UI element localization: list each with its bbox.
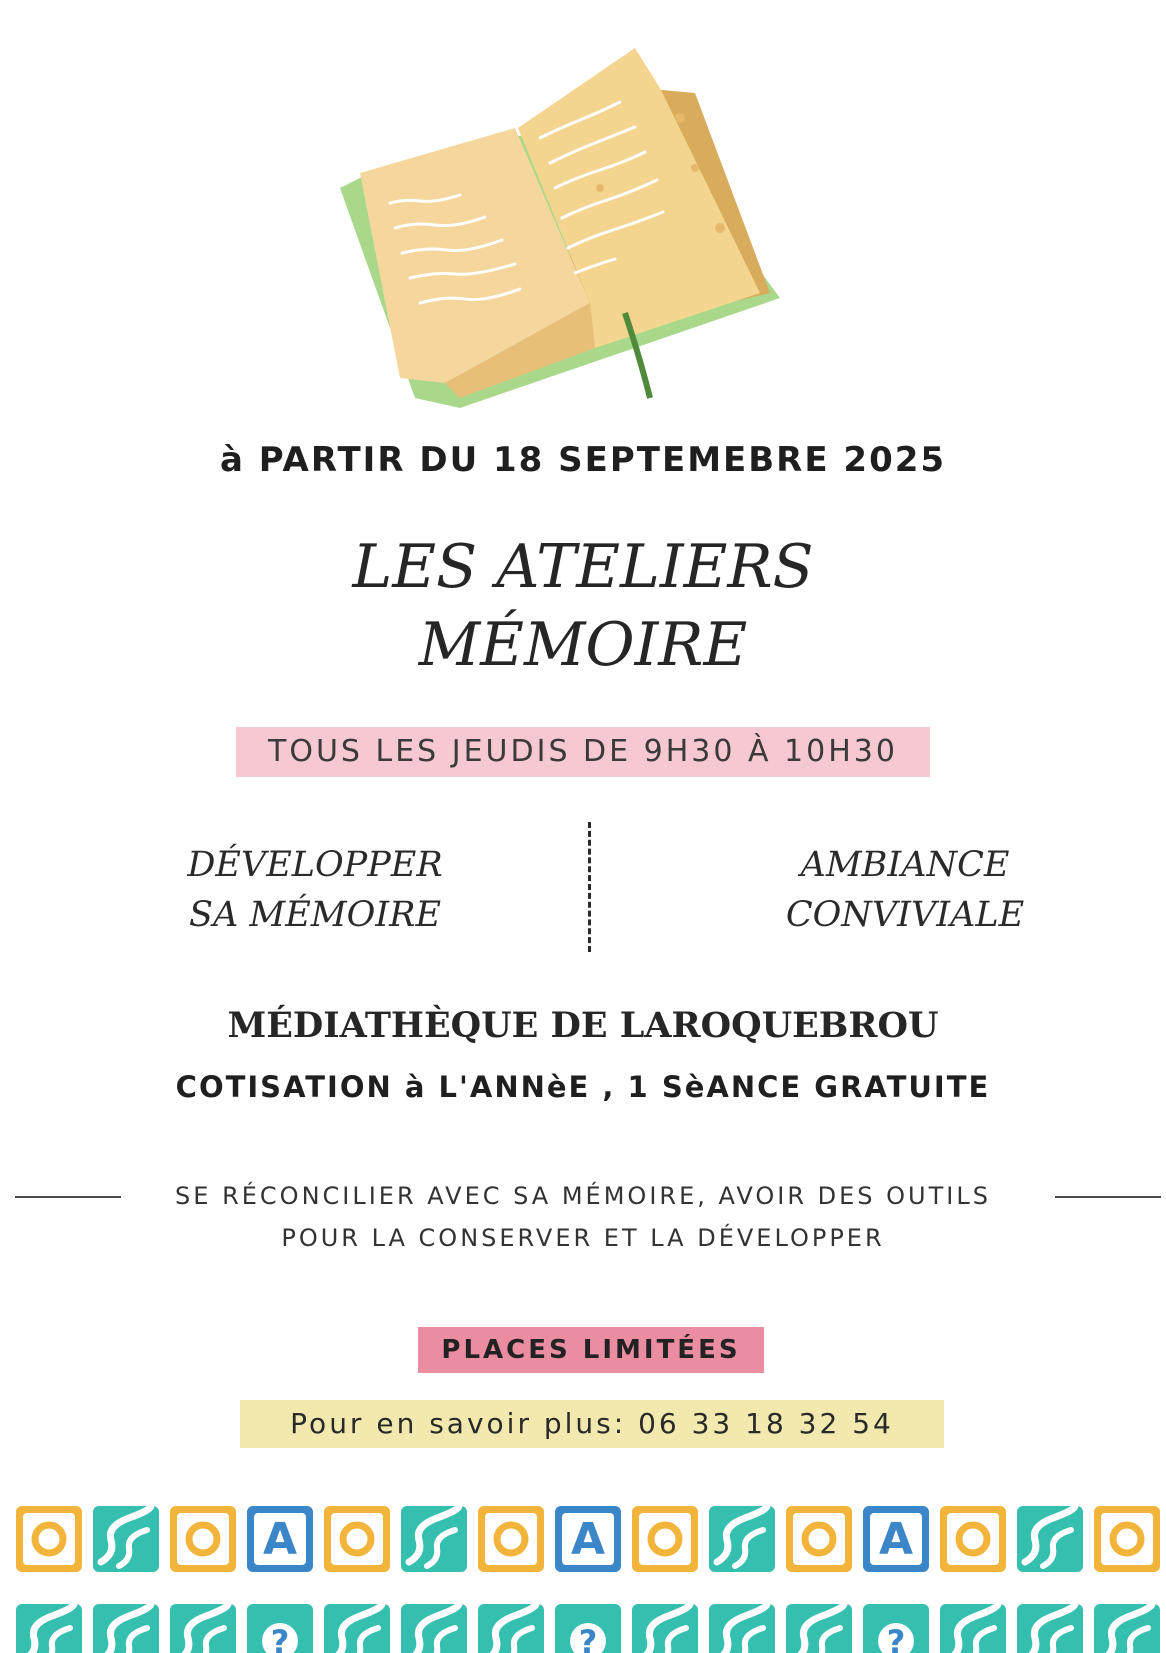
venue: MÉDIATHÈQUE DE LAROQUEBROU: [227, 1005, 939, 1046]
circle-tile: [786, 1506, 852, 1572]
fee-info: COTISATION à L'ANNèE , 1 SèANCE GRATUITE: [175, 1070, 991, 1104]
contact-info: Pour en savoir plus: 06 33 18 32 54: [240, 1400, 944, 1448]
wave-tile: [709, 1506, 775, 1572]
schedule-banner: TOUS LES JEUDIS DE 9H30 À 10H30: [236, 727, 930, 777]
wave-tile: [401, 1604, 467, 1653]
wave-tile: [170, 1604, 236, 1653]
title-line-1: LES ATELIERS: [352, 532, 814, 602]
circle-tile: [1094, 1506, 1160, 1572]
wave-tile: [478, 1604, 544, 1653]
circle-tile: [170, 1506, 236, 1572]
wave-tile: [401, 1506, 467, 1572]
wave-tile: [324, 1604, 390, 1653]
wave-tile: [93, 1604, 159, 1653]
letter-tile: [555, 1506, 621, 1572]
wave-tile: [786, 1604, 852, 1653]
svg-text:A: A: [262, 1514, 298, 1565]
wave-tile: [1017, 1506, 1083, 1572]
question-tile: [555, 1604, 621, 1653]
feature-right-line-2: CONVIVIALE: [785, 895, 1025, 935]
tagline-line-1: SE RÉCONCILIER AVEC SA MÉMOIRE, AVOIR DES OUTILS: [175, 1182, 991, 1210]
open-book-illustration: [340, 48, 820, 428]
vertical-divider: [588, 822, 591, 952]
circle-tile: [940, 1506, 1006, 1572]
places-limited-badge: PLACES LIMITÉES: [418, 1327, 764, 1373]
horizontal-rule-left: [15, 1196, 121, 1198]
circle-tile: [632, 1506, 698, 1572]
circle-tile: [16, 1506, 82, 1572]
svg-text:?: ?: [578, 1623, 598, 1653]
svg-text:?: ?: [886, 1623, 906, 1653]
svg-text:?: ?: [270, 1623, 290, 1653]
wave-tile: [709, 1604, 775, 1653]
wave-tile: [16, 1604, 82, 1653]
wave-tile: [93, 1506, 159, 1572]
title-line-2: MÉMOIRE: [418, 610, 748, 680]
circle-tile: [324, 1506, 390, 1572]
wave-tile: [632, 1604, 698, 1653]
svg-text:A: A: [878, 1514, 914, 1565]
question-tile: [247, 1604, 313, 1653]
tagline-line-2: POUR LA CONSERVER ET LA DÉVELOPPER: [281, 1224, 885, 1252]
letter-tile: [863, 1506, 929, 1572]
svg-text:A: A: [570, 1514, 606, 1565]
horizontal-rule-right: [1055, 1196, 1161, 1198]
question-tile: [863, 1604, 929, 1653]
letter-tile: [247, 1506, 313, 1572]
wave-tile: [940, 1604, 1006, 1653]
decorative-tile-pattern: [0, 1492, 1166, 1653]
circle-tile: [478, 1506, 544, 1572]
start-date: à PARTIR DU 18 SEPTEMEBRE 2025: [219, 440, 947, 480]
feature-left-line-2: SA MÉMOIRE: [188, 895, 442, 935]
feature-right-line-1: AMBIANCE: [800, 845, 1010, 885]
feature-left: [150, 840, 480, 940]
wave-tile: [1017, 1604, 1083, 1653]
feature-right: [745, 840, 1065, 940]
feature-left-line-1: DÉVELOPPER: [187, 845, 443, 885]
wave-tile: [1094, 1604, 1160, 1653]
